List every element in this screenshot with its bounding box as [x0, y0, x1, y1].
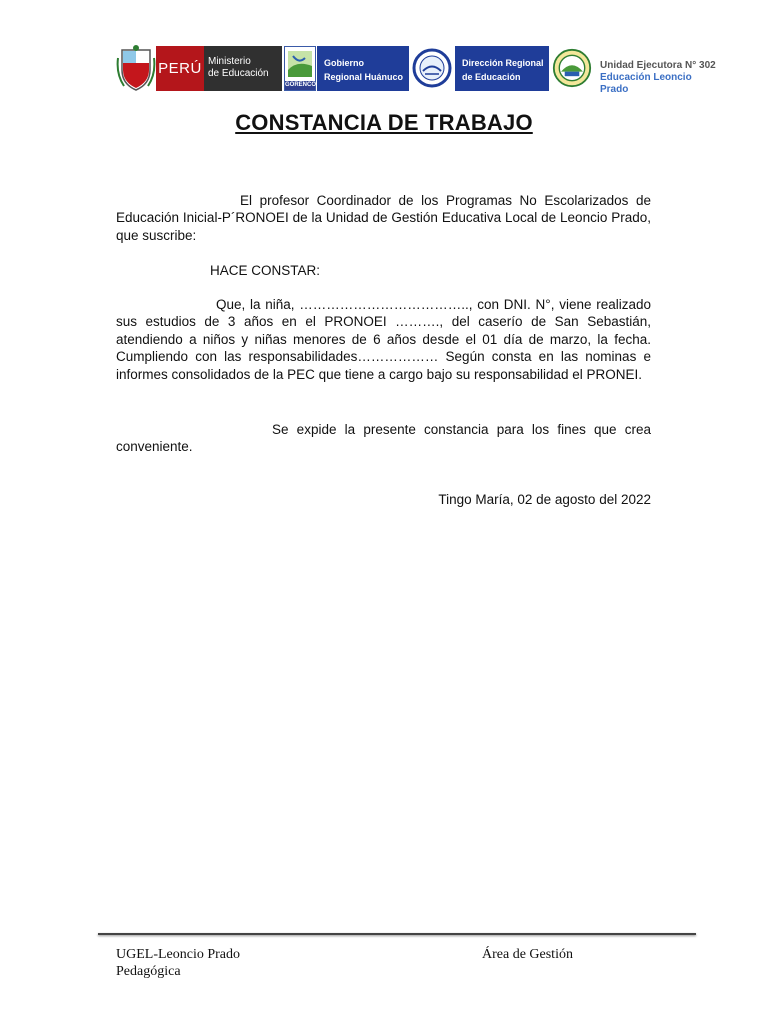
direccion-line-2: de Educación [462, 72, 521, 82]
unidad-ejecutora [600, 60, 720, 96]
body-paragraph: Que, la niña, ……………………………….., con DNI. N°, viene realizado sus estudios de 3 años en el PRONOEI ………., del caserío de San Sebastián, atendiendo a niños y niñas menores de 6 años desde el 01 día de marzo, la fecha. Cumpliendo con las responsabilidades……………… Según consta en las nominas e informes consolidados de la PEC que tiene a cargo bajo su responsabilidad el PRONEI. [116, 297, 651, 382]
direccion-regional-block [455, 46, 549, 91]
unidad-ejecutora-number: Unidad Ejecutora N° 302 [600, 60, 716, 71]
gorenco-emblem-icon [285, 48, 315, 82]
ministerio-line-2: de Educación [208, 68, 269, 79]
unidad-ejecutora-name: Educación Leoncio Prado [600, 72, 692, 95]
footer-ugel: UGEL-Leoncio Prado [116, 947, 241, 962]
intro-paragraph: El profesor Coordinador de los Programas No Escolarizados de Educación Inicial-P´RONOEI de la Unidad de Gestión Educativa Local de Leoncio Prado, que suscribe: [116, 193, 651, 243]
gorenco-logo [284, 46, 316, 91]
gobierno-regional-block [317, 46, 409, 91]
ministerio-brand-block [204, 46, 282, 91]
regional-seal-icon [412, 44, 452, 92]
peru-coat-of-arms-icon [116, 44, 156, 94]
closing-paragraph: Se expide la presente constancia para los fines que crea conveniente. [116, 422, 651, 455]
hace-constar-heading: HACE CONSTAR: [210, 263, 321, 278]
document-title: CONSTANCIA DE TRABAJO [235, 110, 533, 135]
footer-area-continuation: Pedagógica [116, 964, 181, 979]
footer-divider [98, 933, 696, 935]
gorenco-label: GORENCO [285, 82, 317, 88]
peru-label: PERÚ [158, 60, 202, 77]
gobierno-line-1: Gobierno [324, 58, 364, 68]
letterhead [116, 44, 720, 94]
footer-area: Área de Gestión [482, 947, 573, 962]
ministerio-line-1: Ministerio [208, 56, 251, 67]
ugel-seal-icon [552, 44, 592, 92]
peru-brand-block [156, 46, 204, 91]
gobierno-line-2: Regional Huánuco [324, 72, 404, 82]
place-date-line: Tingo María, 02 de agosto del 2022 [438, 492, 651, 507]
direccion-line-1: Dirección Regional [462, 58, 544, 68]
